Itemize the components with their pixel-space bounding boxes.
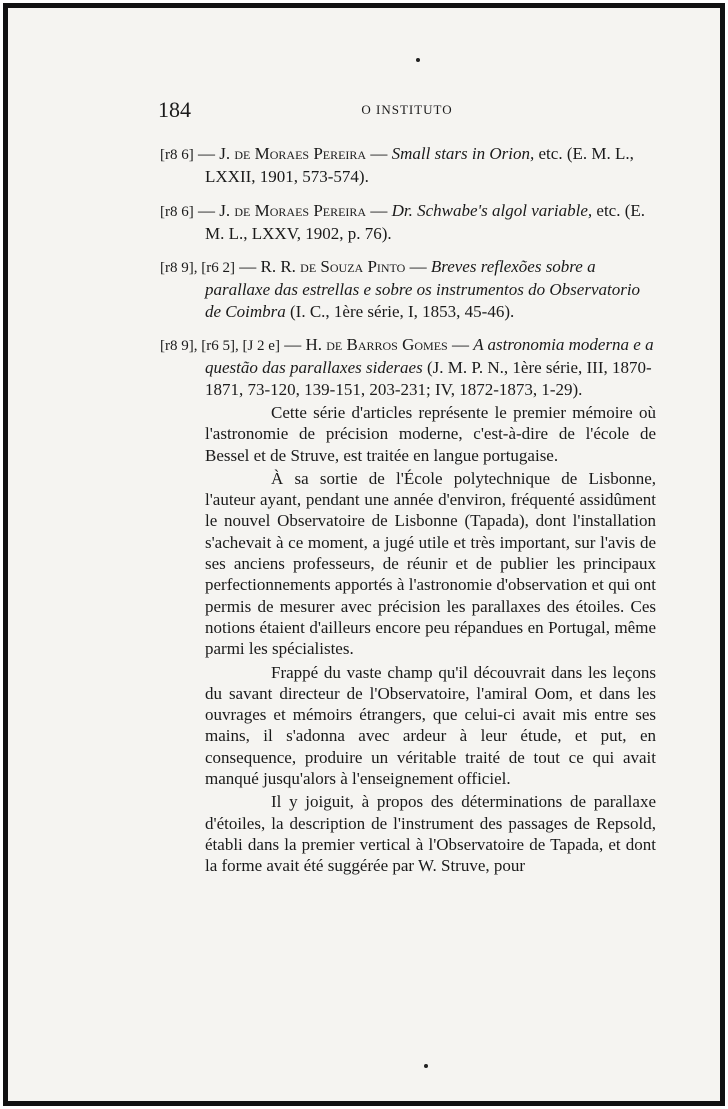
page-header	[158, 95, 656, 125]
ink-dot	[424, 1064, 428, 1068]
bibliography-entry	[160, 200, 656, 245]
commentary-paragraph: Cette série d'articles représente le premier mémoire où l'astronomie de précision moderne, c'est-à-dire de l'école de Bessel et de Struve, est traitée en langue portugaise.	[205, 402, 656, 465]
running-title: O INSTITUTO	[361, 102, 453, 117]
page-body	[160, 143, 656, 879]
entry-title: Dr. Schwabe's algol variable,	[391, 200, 593, 220]
entry-reference: etc. (E. M. L., LXXV, 1902, p. 76).	[205, 200, 646, 243]
entry-code: [r8 9], [r6 5], [J 2 e]	[160, 338, 280, 355]
entry-code: [r8 6]	[160, 203, 194, 220]
entry-title: Small stars in Orion,	[391, 144, 535, 163]
entry-reference: (J. M. P. N., 1ère série, III, 1870-1871, 73-120, 139-151, 203-231; IV, 1872-1873, 1-29).	[205, 358, 652, 399]
commentary-paragraph: Frappé du vaste champ qu'il découvrait dans les leçons du savant directeur de l'Observatoire, l'amiral Oom, et dans les ouvrages et mémoirs étrangers, que celui-ci avait mis entre ses mains, il s'adonna avec ardeur à leur étude, et put, en consequence, produire un véritable traité de tout ce qui avait manqué jusqu'alors à l'enseignement officiel.	[205, 662, 656, 789]
commentary-paragraph: À sa sortie de l'École polytechnique de Lisbonne, l'auteur ayant, pendant une année d'environ, fréquenté assidûment le nouvel Observatoire de Lisbonne (Tapada), dont l'installation s'achevait à ce moment, a jugé utile et très important, sur l'avis de ses anciens professeurs, de réunir et de publier les principaux perfectionnements apportés à l'astronomie d'observation et qui ont permis de mesurer avec précision les parallaxes des étoiles. Ces notions étaient d'ailleurs encore peu répandues en Portugal, même parmi les spécialistes.	[205, 468, 656, 659]
ink-dot	[416, 58, 420, 62]
entry-code: [r8 9], [r6 2]	[160, 260, 235, 277]
page-number: 184	[158, 97, 191, 122]
bibliography-entry	[160, 256, 656, 322]
entry-reference: (I. C., 1ère série, I, 1853, 45-46).	[290, 301, 515, 321]
entry-author: — R. R. de Souza Pinto —	[239, 257, 427, 277]
commentary-paragraph: Il y joiguit, à propos des déterminations de parallaxe d'étoiles, la description de l'instrument des passages de Repsold, établi dans la premier vertical à l'Observatoire de Tapada, et dont la forme avait été suggérée par W. Struve, pour	[205, 792, 656, 876]
entry-author: — J. de Moraes Pereira —	[198, 200, 388, 220]
bibliography-entry	[160, 334, 656, 400]
entry-author: — H. de Barros Gomes —	[284, 335, 469, 355]
entry-reference: etc. (E. M. L., LXXII, 1901, 573-574).	[205, 144, 634, 187]
bibliography-entry	[160, 143, 656, 188]
entry-code: [r8 6]	[160, 147, 194, 163]
entry-title: Breves reflexões sobre a parallaxe das estrellas e sobre os instrumentos do Observatorio de Coimbra	[205, 257, 641, 321]
entry-title: A astronomia moderna e a questão das parallaxes sideraes	[205, 335, 654, 378]
entry-author: — J. de Moraes Pereira —	[198, 144, 388, 163]
